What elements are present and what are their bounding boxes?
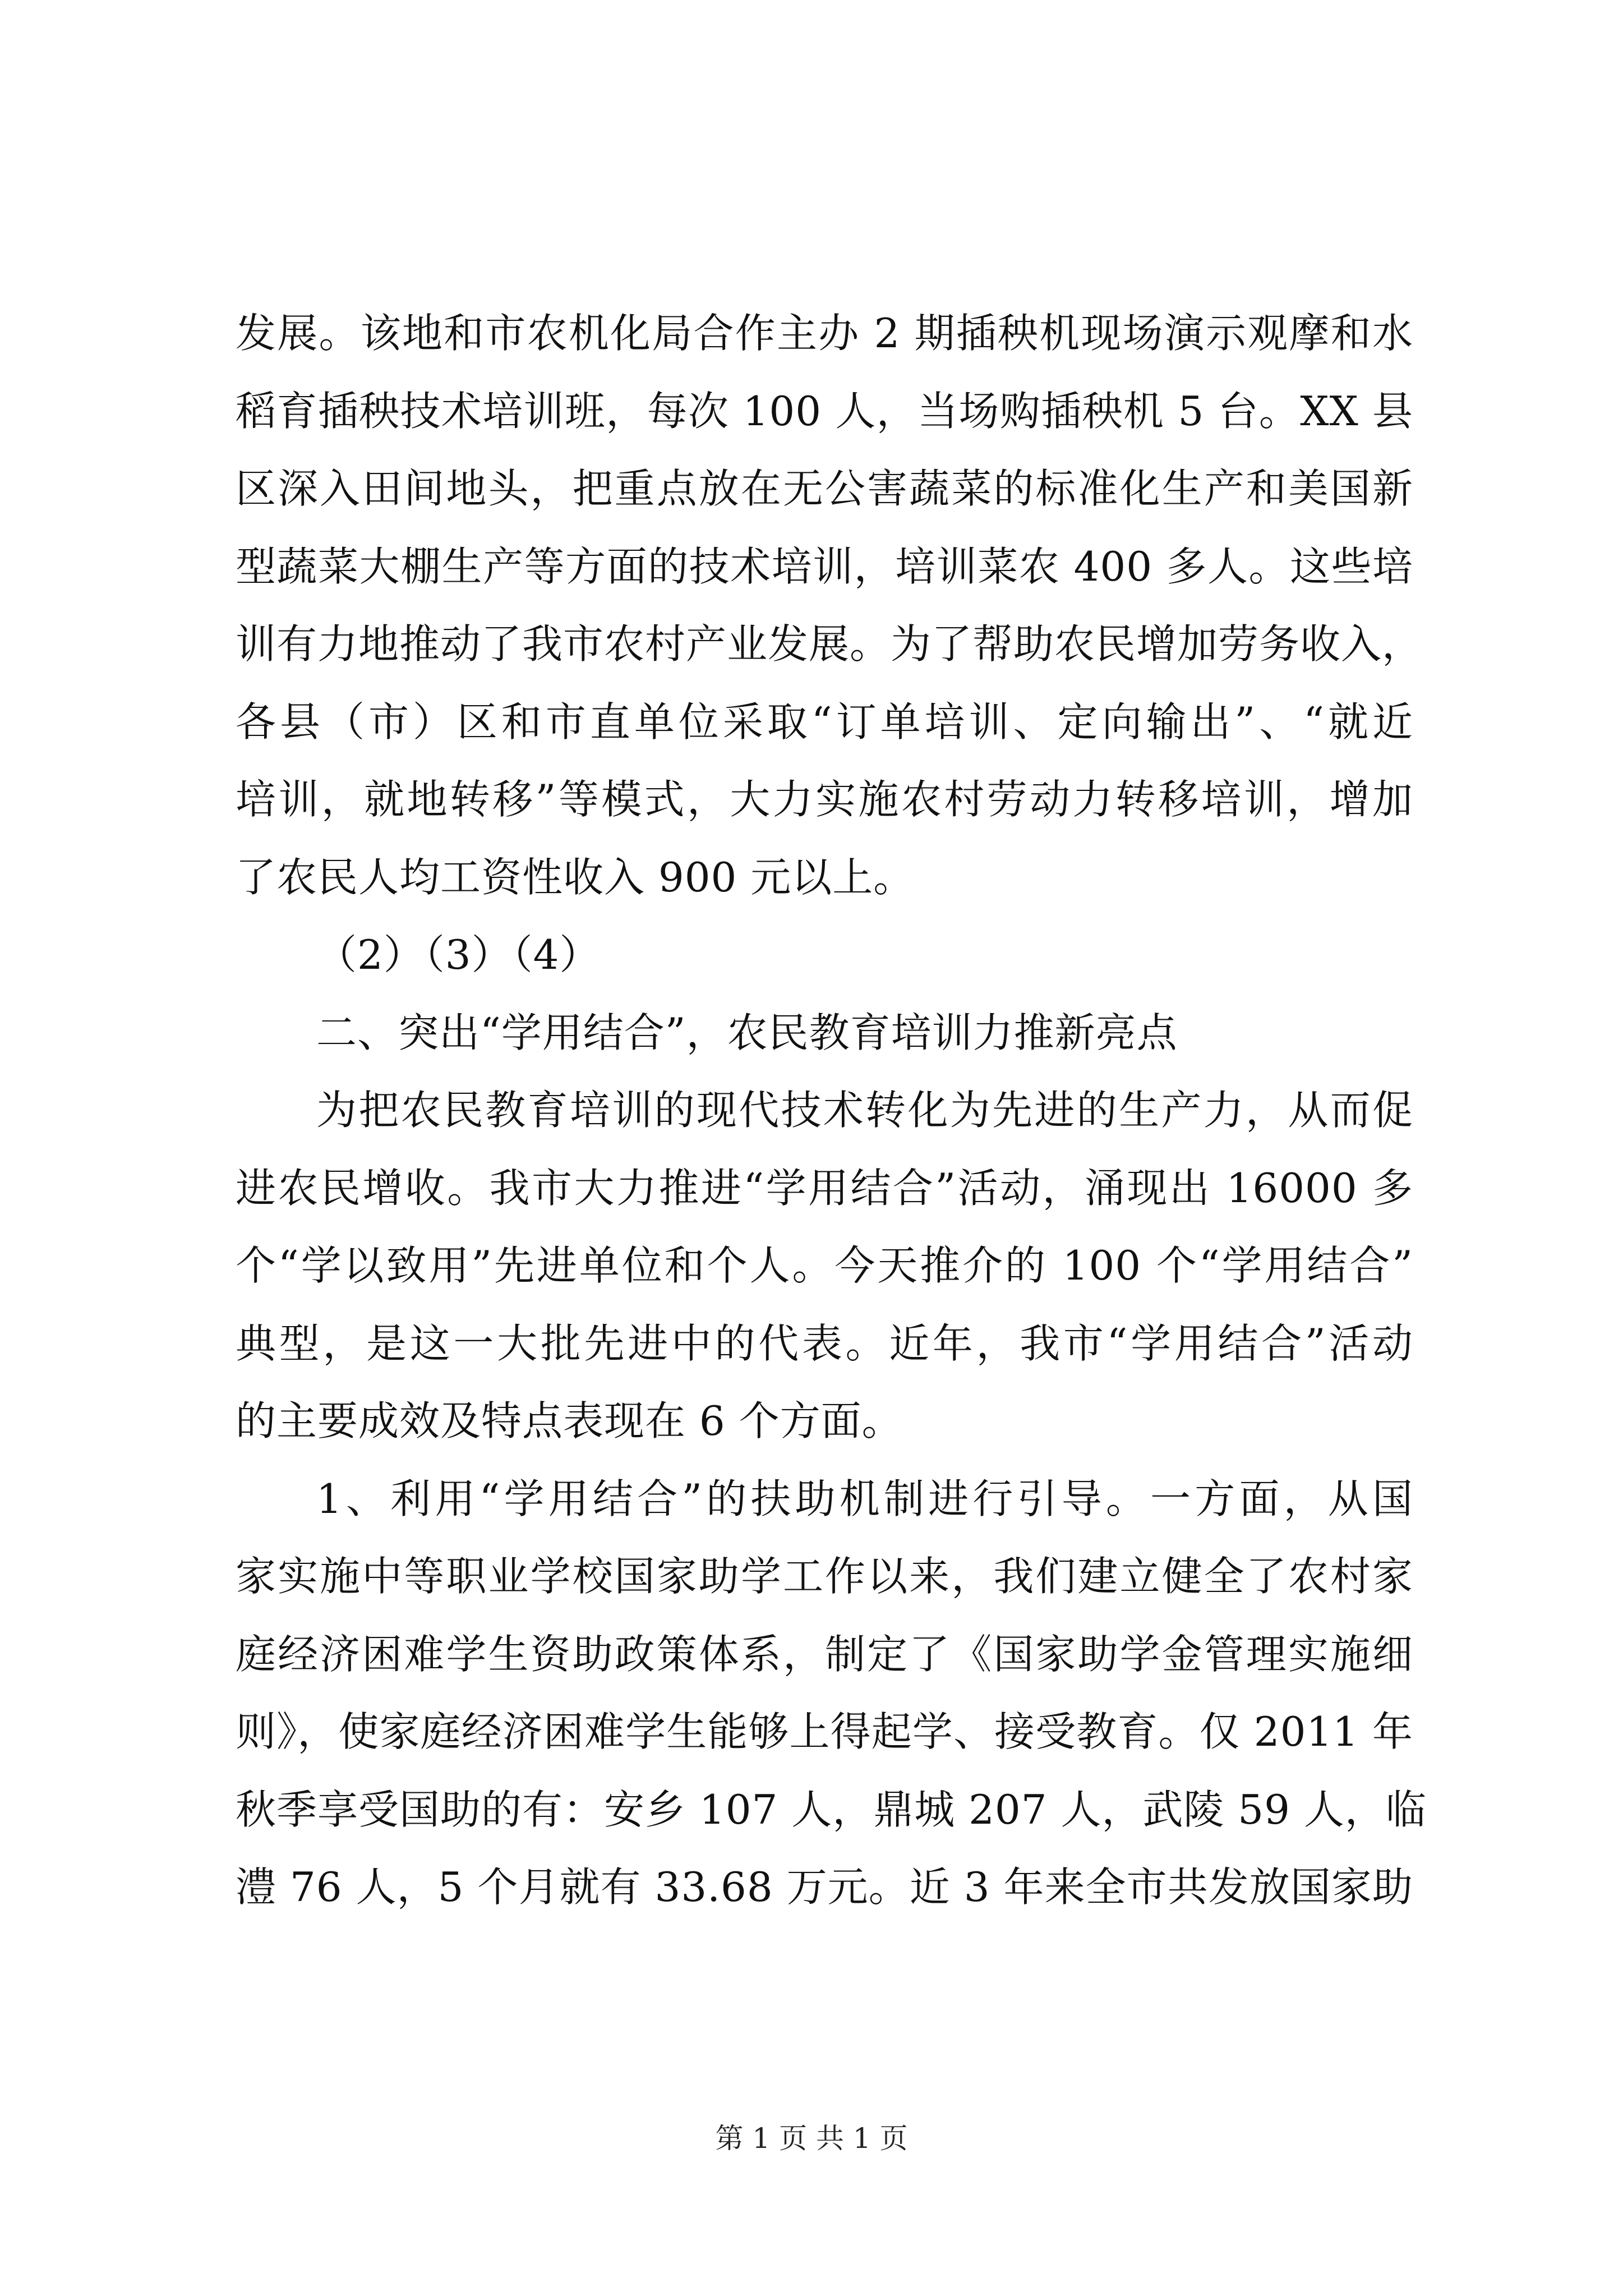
text-line-8: 了农民人均工资性收入 900 元以上。 [236, 853, 915, 901]
text-line-12: 进农民增收。我市大力推进“学用结合”活动，涌现出 16000 多 [236, 1164, 1413, 1212]
text-line-2: 稻育插秧技术培训班，每次 100 人，当场购插秧机 5 台。XX 县 [236, 387, 1413, 435]
page-number-footer: 第 1 页 共 1 页 [715, 2122, 908, 2155]
text-line-19: 则》，使家庭经济困难学生能够上得起学、接受教育。仅 2011 年 [236, 1708, 1413, 1755]
text-line-7: 培训，就地转移”等模式，大力实施农村劳动力转移培训，增加 [236, 776, 1413, 823]
document-body [236, 295, 1427, 1926]
text-line-9: （2）（3）（4） [316, 931, 601, 978]
text-line-11: 为把农民教育培训的现代技术转化为先进的生产力，从而促 [316, 1087, 1413, 1134]
text-line-21: 澧 76 人，5 个月就有 33.68 万元。近 3 年来全市共发放国家助 [236, 1864, 1413, 1911]
text-line-13: 个“学以致用”先进单位和个人。今天推介的 100 个“学用结合” [236, 1242, 1413, 1289]
text-line-6: 各县（市）区和市直单位采取“订单培训、定向输出”、“就近 [236, 698, 1413, 746]
text-line-17: 家实施中等职业学校国家助学工作以来，我们建立健全了农村家 [236, 1553, 1413, 1600]
text-line-4: 型蔬菜大棚生产等方面的技术培训，培训菜农 400 多人。这些培 [236, 542, 1413, 590]
text-line-1: 发展。该地和市农机化局合作主办 2 期插秧机现场演示观摩和水 [236, 310, 1413, 357]
text-line-15: 的主要成效及特点表现在 6 个方面。 [236, 1397, 903, 1444]
text-line-20: 秋季享受国助的有：安乡 107 人，鼎城 207 人，武陵 59 人，临 [236, 1786, 1427, 1833]
text-line-18: 庭经济困难学生资助政策体系，制定了《国家助学金管理实施细 [236, 1630, 1413, 1678]
section-heading: 二、突出“学用结合”，农民教育培训力推新亮点 [316, 1009, 1178, 1056]
text-line-14: 典型，是这一大批先进中的代表。近年，我市“学用结合”活动 [236, 1319, 1413, 1367]
text-line-3: 区深入田间地头，把重点放在无公害蔬菜的标准化生产和美国新 [236, 465, 1413, 512]
text-line-5: 训有力地推动了我市农村产业发展。为了帮助农民增加劳务收入， [236, 620, 1423, 668]
text-line-16: 1、利用“学用结合”的扶助机制进行引导。一方面，从国 [316, 1475, 1413, 1522]
